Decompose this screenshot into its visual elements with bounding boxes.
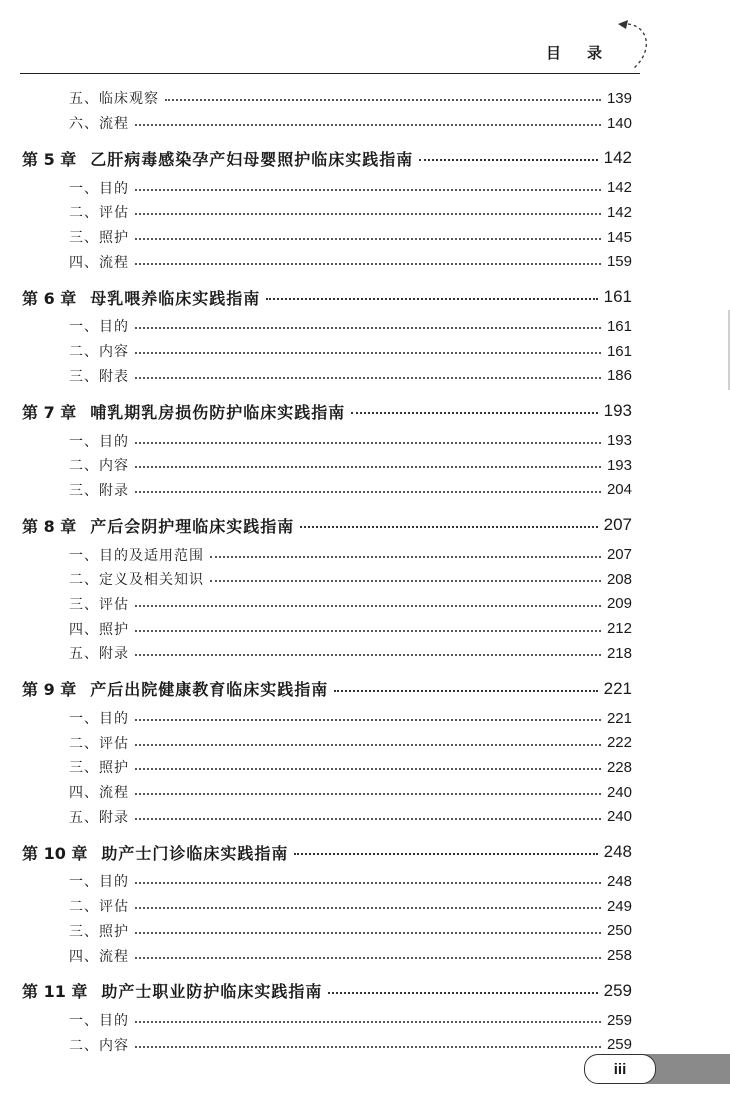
toc-page-number: 248	[606, 872, 632, 890]
toc-section-title: 一、目的	[69, 1013, 129, 1030]
toc-section-row[interactable]	[22, 894, 632, 919]
toc-page-number: 259	[606, 1011, 632, 1029]
toc-chapter-number: 第 10 章	[22, 843, 88, 863]
toc-section-title: 二、定义及相关知识	[69, 572, 204, 589]
toc-leader-dots	[135, 654, 601, 656]
toc-section-title: 三、评估	[69, 596, 129, 613]
toc-section-title: 二、内容	[69, 1037, 129, 1054]
toc-page-number: 186	[606, 367, 632, 385]
header-rule	[20, 73, 640, 74]
toc-leader-dots	[135, 768, 601, 770]
toc-leader-dots	[135, 327, 601, 329]
toc-page-number: 248	[603, 842, 632, 862]
toc-section-title: 二、内容	[69, 458, 129, 475]
toc-section-row[interactable]	[22, 943, 632, 968]
toc-section-title: 四、流程	[69, 254, 129, 271]
toc-section-row[interactable]	[22, 706, 632, 731]
toc-section-title: 三、照护	[69, 923, 129, 940]
toc-page-number: 142	[603, 148, 632, 168]
toc-section-title: 五、附录	[69, 646, 129, 663]
toc-section-row[interactable]	[22, 453, 632, 478]
toc-page-number: 250	[606, 922, 632, 940]
toc-leader-dots	[210, 556, 601, 558]
toc-page-number: 259	[606, 1036, 632, 1054]
toc-section-title: 二、评估	[69, 735, 129, 752]
toc-leader-dots	[334, 690, 597, 692]
toc-chapter-title: 助产士门诊临床实践指南	[101, 843, 289, 863]
toc-leader-dots	[135, 957, 601, 959]
toc-section-row[interactable]	[22, 1008, 632, 1033]
toc-chapter-row[interactable]	[22, 394, 632, 428]
page-number: iii	[584, 1054, 656, 1084]
toc-chapter-title: 产后出院健康教育临床实践指南	[90, 680, 329, 700]
toc-section-title: 四、照护	[69, 621, 129, 638]
toc-leader-dots	[135, 818, 601, 820]
toc-leader-dots	[135, 189, 601, 191]
toc-page-number: 212	[606, 620, 632, 638]
toc-leader-dots	[135, 491, 601, 493]
toc-leader-dots	[135, 352, 601, 354]
toc-leader-dots	[135, 744, 601, 746]
toc-leader-dots	[135, 907, 601, 909]
toc-leader-dots	[165, 99, 601, 101]
toc-page-number: 161	[606, 317, 632, 335]
toc-section-row[interactable]	[22, 364, 632, 389]
toc-section-title: 五、临床观察	[69, 91, 159, 108]
toc-chapter-row[interactable]	[22, 835, 632, 869]
toc-section-title: 一、目的	[69, 180, 129, 197]
toc-chapter-row[interactable]	[22, 672, 632, 706]
toc-chapter-title: 母乳喂养临床实践指南	[90, 288, 261, 308]
toc-leader-dots	[135, 630, 601, 632]
toc-leader-dots	[135, 263, 601, 265]
toc-section-row[interactable]	[22, 755, 632, 780]
toc-page-number: 142	[606, 179, 632, 197]
toc-section-title: 三、照护	[69, 230, 129, 247]
toc-section-row[interactable]	[22, 641, 632, 666]
toc-page-number: 209	[606, 595, 632, 613]
toc-chapter-row[interactable]	[22, 141, 632, 175]
toc-page-number: 218	[606, 644, 632, 662]
toc-chapter-row[interactable]	[22, 974, 632, 1008]
toc-section-row[interactable]	[22, 869, 632, 894]
toc-page-number: 221	[603, 678, 632, 698]
toc-leader-dots	[135, 1021, 601, 1023]
toc-chapter-title: 乙肝病毒感染孕产妇母婴照护临床实践指南	[90, 149, 414, 169]
toc-leader-dots	[328, 992, 597, 994]
toc-page-number: 193	[606, 432, 632, 450]
page-footer	[584, 1054, 730, 1084]
toc-section-row[interactable]	[22, 730, 632, 755]
toc-chapter-title: 哺乳期乳房损伤防护临床实践指南	[90, 402, 346, 422]
toc-section-title: 五、附录	[69, 809, 129, 826]
toc-section-row[interactable]	[22, 919, 632, 944]
toc-section-row[interactable]	[22, 428, 632, 453]
page-header	[20, 34, 640, 74]
toc-section-title: 二、评估	[69, 205, 129, 222]
toc-leader-dots	[135, 466, 601, 468]
toc-chapter-row[interactable]	[22, 508, 632, 542]
toc-section-row[interactable]	[22, 592, 632, 617]
toc-page-number: 145	[606, 228, 632, 246]
toc-page-number: 259	[603, 980, 632, 1000]
toc-page-number: 142	[606, 203, 632, 221]
toc-section-title: 一、目的	[69, 711, 129, 728]
toc-section-row[interactable]	[22, 567, 632, 592]
toc-page-number: 228	[606, 758, 632, 776]
toc-leader-dots	[135, 124, 601, 126]
toc-section-title: 二、评估	[69, 899, 129, 916]
toc-section-title: 一、目的	[69, 874, 129, 891]
toc-section-row[interactable]	[22, 249, 632, 274]
toc-leader-dots	[419, 159, 597, 161]
toc-section-row[interactable]	[22, 200, 632, 225]
toc-leader-dots	[210, 580, 601, 582]
toc-page-number: 207	[603, 515, 632, 535]
toc-leader-dots	[135, 719, 601, 721]
toc-page-number: 207	[606, 546, 632, 564]
toc-leader-dots	[135, 377, 601, 379]
toc-page-number: 161	[606, 342, 632, 360]
toc-chapter-row[interactable]	[22, 280, 632, 314]
toc-page-number: 221	[606, 709, 632, 727]
toc-section-title: 二、内容	[69, 344, 129, 361]
toc-section-title: 四、流程	[69, 785, 129, 802]
toc-chapter-number: 第 7 章	[22, 402, 77, 422]
toc-section-title: 六、流程	[69, 116, 129, 133]
toc-section-row[interactable]	[22, 780, 632, 805]
toc-section-row[interactable]	[22, 175, 632, 200]
toc-page-number: 222	[606, 734, 632, 752]
toc-page-number: 139	[606, 89, 632, 107]
toc-section-row[interactable]	[22, 225, 632, 250]
toc-leader-dots	[135, 238, 601, 240]
page-title: 目录	[545, 44, 628, 62]
toc-page-number: 193	[606, 456, 632, 474]
toc-chapter-number: 第 9 章	[22, 680, 77, 700]
toc-page-number: 258	[606, 947, 632, 965]
toc-section-title: 三、附录	[69, 482, 129, 499]
toc-leader-dots	[135, 882, 601, 884]
toc-chapter-number: 第 5 章	[22, 149, 77, 169]
toc-section-row[interactable]	[22, 314, 632, 339]
toc-section-row[interactable]	[22, 339, 632, 364]
toc-leader-dots	[300, 526, 597, 528]
toc-section-row[interactable]	[22, 478, 632, 503]
toc-leader-dots	[135, 1046, 601, 1048]
toc-section-title: 四、流程	[69, 948, 129, 965]
toc-leader-dots	[135, 213, 601, 215]
toc-page-number: 249	[606, 897, 632, 915]
toc-page-number: 159	[606, 253, 632, 271]
toc-section-title: 三、附表	[69, 368, 129, 385]
toc-chapter-number: 第 6 章	[22, 288, 77, 308]
toc-leader-dots	[351, 412, 597, 414]
toc-section-title: 一、目的	[69, 433, 129, 450]
toc-section-row[interactable]	[22, 542, 632, 567]
toc-leader-dots	[135, 605, 601, 607]
toc-leader-dots	[135, 932, 601, 934]
toc-chapter-title: 产后会阴护理临床实践指南	[90, 516, 295, 536]
table-of-contents	[22, 86, 632, 1057]
toc-page-number: 140	[606, 114, 632, 132]
toc-section-row[interactable]	[22, 111, 632, 136]
toc-section-title: 一、目的	[69, 319, 129, 336]
toc-chapter-title: 助产士职业防护临床实践指南	[101, 982, 323, 1002]
toc-chapter-number: 第 11 章	[22, 982, 88, 1002]
toc-section-row[interactable]	[22, 1033, 632, 1058]
toc-chapter-number: 第 8 章	[22, 516, 77, 536]
toc-section-row[interactable]	[22, 804, 632, 829]
toc-leader-dots	[135, 442, 601, 444]
toc-section-title: 三、照护	[69, 760, 129, 777]
toc-section-row[interactable]	[22, 86, 632, 111]
toc-page-number: 240	[606, 783, 632, 801]
toc-section-title: 一、目的及适用范围	[69, 547, 204, 564]
toc-leader-dots	[135, 793, 601, 795]
toc-leader-dots	[266, 298, 597, 300]
toc-page-number: 240	[606, 808, 632, 826]
toc-page-number: 204	[606, 481, 632, 499]
toc-page-number: 208	[606, 570, 632, 588]
toc-page-number: 193	[603, 401, 632, 421]
toc-page-number: 161	[603, 287, 632, 307]
toc-leader-dots	[294, 853, 597, 855]
curved-arrow-icon	[614, 20, 658, 72]
toc-section-row[interactable]	[22, 616, 632, 641]
